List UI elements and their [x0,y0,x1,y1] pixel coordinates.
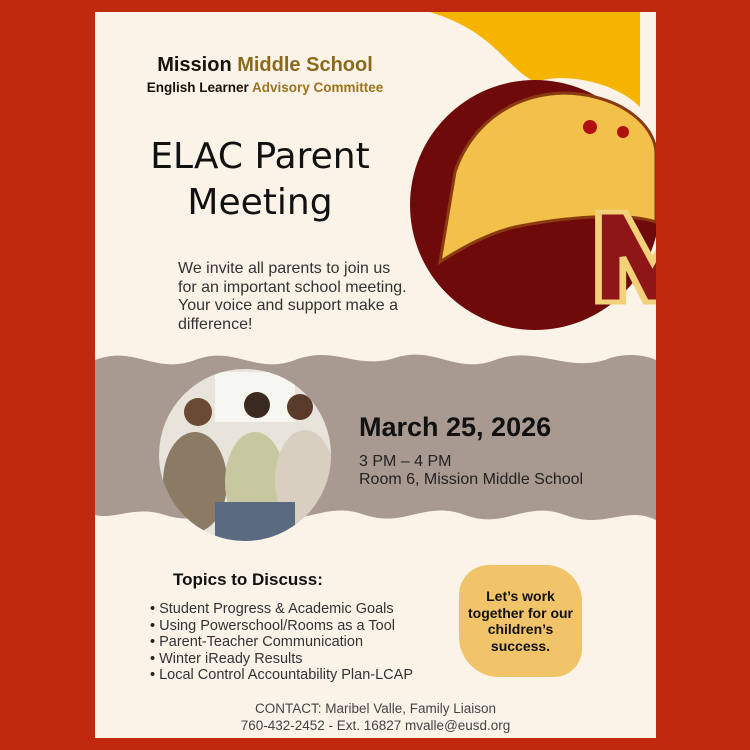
list-item: • Using Powerschool/Rooms as a Tool [150,618,413,635]
flyer [95,12,656,738]
list-item: • Local Control Accountability Plan-LCAP [150,667,413,684]
callout-bubble [459,565,582,677]
event-location: Room 6, Mission Middle School [359,471,584,488]
topics-heading: Topics to Discuss: [173,570,323,589]
school-name-part1: Mission [157,54,238,76]
school-name [95,54,435,77]
event-date: March 25, 2026 [359,412,552,442]
page-title [135,134,385,226]
callout-text: Let’s work together for our children’s success. [468,588,573,654]
list-item: • Parent-Teacher Communication [150,634,413,651]
committee-part2: Advisory Committee [251,80,384,95]
topics-list [150,601,413,684]
contact-line2: 760-432-2452 - Ext. 16827 mvalle@eusd.org [240,717,511,733]
contact-info [95,701,656,734]
list-item: • Winter iReady Results [150,651,413,668]
contact-line1: CONTACT: Maribel Valle, Family Liaison [254,701,497,716]
title-line2: Meeting [187,182,333,223]
event-time: 3 PM – 4 PM [359,453,452,470]
invite-text: We invite all parents to join us for an important school meeting. Your voice and support make a difference! [178,260,407,333]
title-line1: ELAC Parent [150,136,370,177]
school-name-part2: Middle School [237,54,373,76]
list-item: • Student Progress & Academic Goals [150,601,413,618]
committee-part1: English Learner [146,80,252,95]
committee-name [95,80,435,95]
